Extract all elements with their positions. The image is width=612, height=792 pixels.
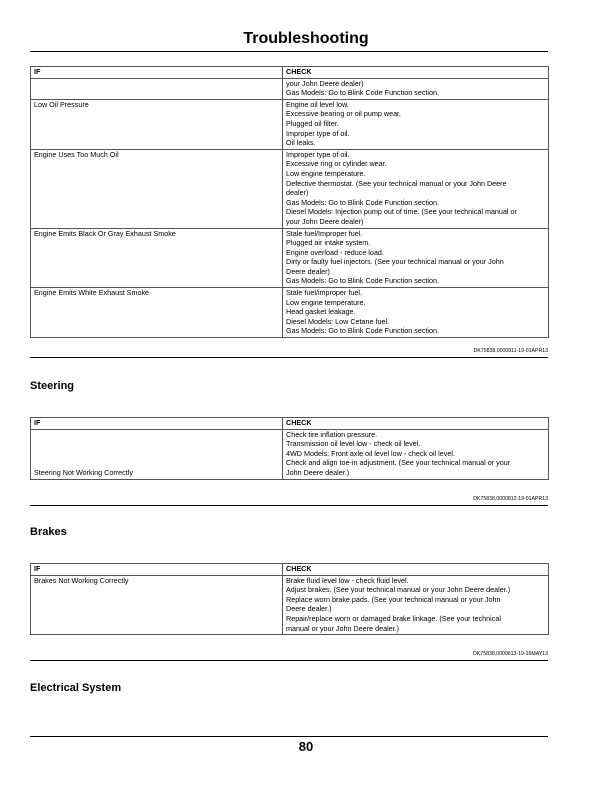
check-line: Dirty or faulty fuel injectors. (See your technical manual or your John — [286, 257, 504, 267]
check-line: your John Deere dealer) — [286, 78, 364, 88]
check-line: Brake fluid level low - check fluid level. — [286, 575, 409, 585]
check-line: Check and align toe-in adjustment. (See your technical manual or your — [286, 458, 511, 468]
check-line: Plugged oil filter. — [286, 118, 339, 128]
section-rule — [30, 505, 548, 506]
check-line: Gas Models: Go to Blink Code Function section. — [286, 326, 440, 336]
check-line: Diesel Models: Low Cetane fuel. — [286, 316, 390, 326]
check-cell — [283, 288, 549, 338]
check-line: 4WD Models: Front axle oil level low - check oil level. — [286, 448, 455, 458]
if-cell — [31, 78, 283, 99]
page-title: Troubleshooting — [243, 30, 369, 47]
check-line: Gas Models: Go to Blink Code Function section. — [286, 276, 440, 286]
check-line: Transmission oil level low - check oil level. — [286, 439, 421, 449]
doc-id: DK75838,0000811-19-01APR13 — [473, 348, 548, 354]
check-line: Engine overload - reduce load. — [286, 247, 384, 257]
table-row — [31, 228, 549, 288]
doc-id: DK75838,0000813-19-16MAY13 — [473, 651, 548, 657]
section-rule — [30, 357, 548, 358]
check-line: Low engine temperature. — [286, 297, 366, 307]
check-line: Oil leaks. — [286, 138, 316, 148]
check-line: Adjust brakes. (See your technical manual or your John Deere dealer.) — [286, 585, 511, 595]
check-line: Repair/replace worn or damaged brake linkage. (See your technical — [286, 613, 501, 623]
section-title-electrical: Electrical System — [30, 682, 122, 694]
if-cell: Steering Not Working Correctly — [31, 429, 283, 479]
check-line: Plugged air intake system. — [286, 238, 371, 248]
if-cell: Engine Emits Black Or Gray Exhaust Smoke — [31, 228, 283, 288]
check-column-header: CHECK — [283, 564, 549, 576]
if-column-header: IF — [31, 418, 283, 430]
check-cell — [283, 429, 549, 479]
check-cell — [283, 99, 549, 149]
header-rule — [30, 51, 548, 52]
check-line: Gas Models: Go to Blink Code Function section. — [286, 88, 440, 98]
section-title-steering: Steering — [30, 380, 75, 392]
check-line: Improper type of oil. — [286, 149, 350, 159]
check-line: Defective thermostat. (See your technical manual or your John Deere — [286, 178, 507, 188]
page-number: 80 — [298, 739, 314, 754]
check-line: Excessive ring or cylinder wear. — [286, 159, 387, 169]
brakes-troubleshooting-table — [30, 563, 549, 635]
check-line: Replace worn brake pads. (See your technical manual or your John — [286, 594, 501, 604]
section-rule — [30, 660, 548, 661]
if-cell: Brakes Not Working Correctly — [31, 575, 283, 635]
if-cell: Low Oil Pressure — [31, 99, 283, 149]
check-line: Improper type of oil. — [286, 128, 350, 138]
table-row — [31, 429, 549, 479]
table-header-row — [31, 564, 549, 576]
check-line: John Deere dealer.) — [286, 467, 350, 477]
check-column-header: CHECK — [283, 67, 549, 79]
check-line: Stale fuel/Improper fuel. — [286, 228, 363, 238]
if-column-header: IF — [31, 564, 283, 576]
check-line: Low engine temperature. — [286, 168, 366, 178]
check-line: Engine oil level low. — [286, 99, 349, 109]
check-line: Stale fuel/improper fuel. — [286, 288, 362, 298]
check-cell — [283, 78, 549, 99]
check-line: Deere dealer.) — [286, 604, 332, 614]
table-row — [31, 288, 549, 338]
footer-rule — [30, 736, 548, 737]
check-line: manual or your John Deere dealer.) — [286, 623, 400, 633]
check-line: dealer) — [286, 188, 309, 198]
check-cell — [283, 149, 549, 228]
table-header-row — [31, 67, 549, 79]
engine-troubleshooting-table — [30, 66, 549, 338]
check-cell — [283, 228, 549, 288]
if-cell: Engine Emits White Exhaust Smoke — [31, 288, 283, 338]
table-header-row — [31, 418, 549, 430]
check-line: Diesel Models: Injection pump out of time. (See your technical manual or — [286, 207, 517, 217]
check-line: Excessive bearing or oil pump wear. — [286, 109, 402, 119]
check-cell — [283, 575, 549, 635]
if-cell: Engine Uses Too Much Oil — [31, 149, 283, 228]
check-line: Head gasket leakage. — [286, 307, 356, 317]
table-row — [31, 149, 549, 228]
table-row — [31, 575, 549, 635]
check-line: your John Deere dealer) — [286, 216, 364, 226]
table-row — [31, 99, 549, 149]
check-line: Deere dealer) — [286, 266, 330, 276]
table-row — [31, 78, 549, 99]
section-title-brakes: Brakes — [30, 526, 67, 538]
check-line: Check tire inflation pressure. — [286, 429, 378, 439]
check-column-header: CHECK — [283, 418, 549, 430]
doc-id: DK75838,0000812-19-01APR13 — [473, 496, 548, 502]
check-line: Gas Models: Go to Blink Code Function section. — [286, 197, 440, 207]
if-column-header: IF — [31, 67, 283, 79]
steering-troubleshooting-table — [30, 417, 549, 480]
